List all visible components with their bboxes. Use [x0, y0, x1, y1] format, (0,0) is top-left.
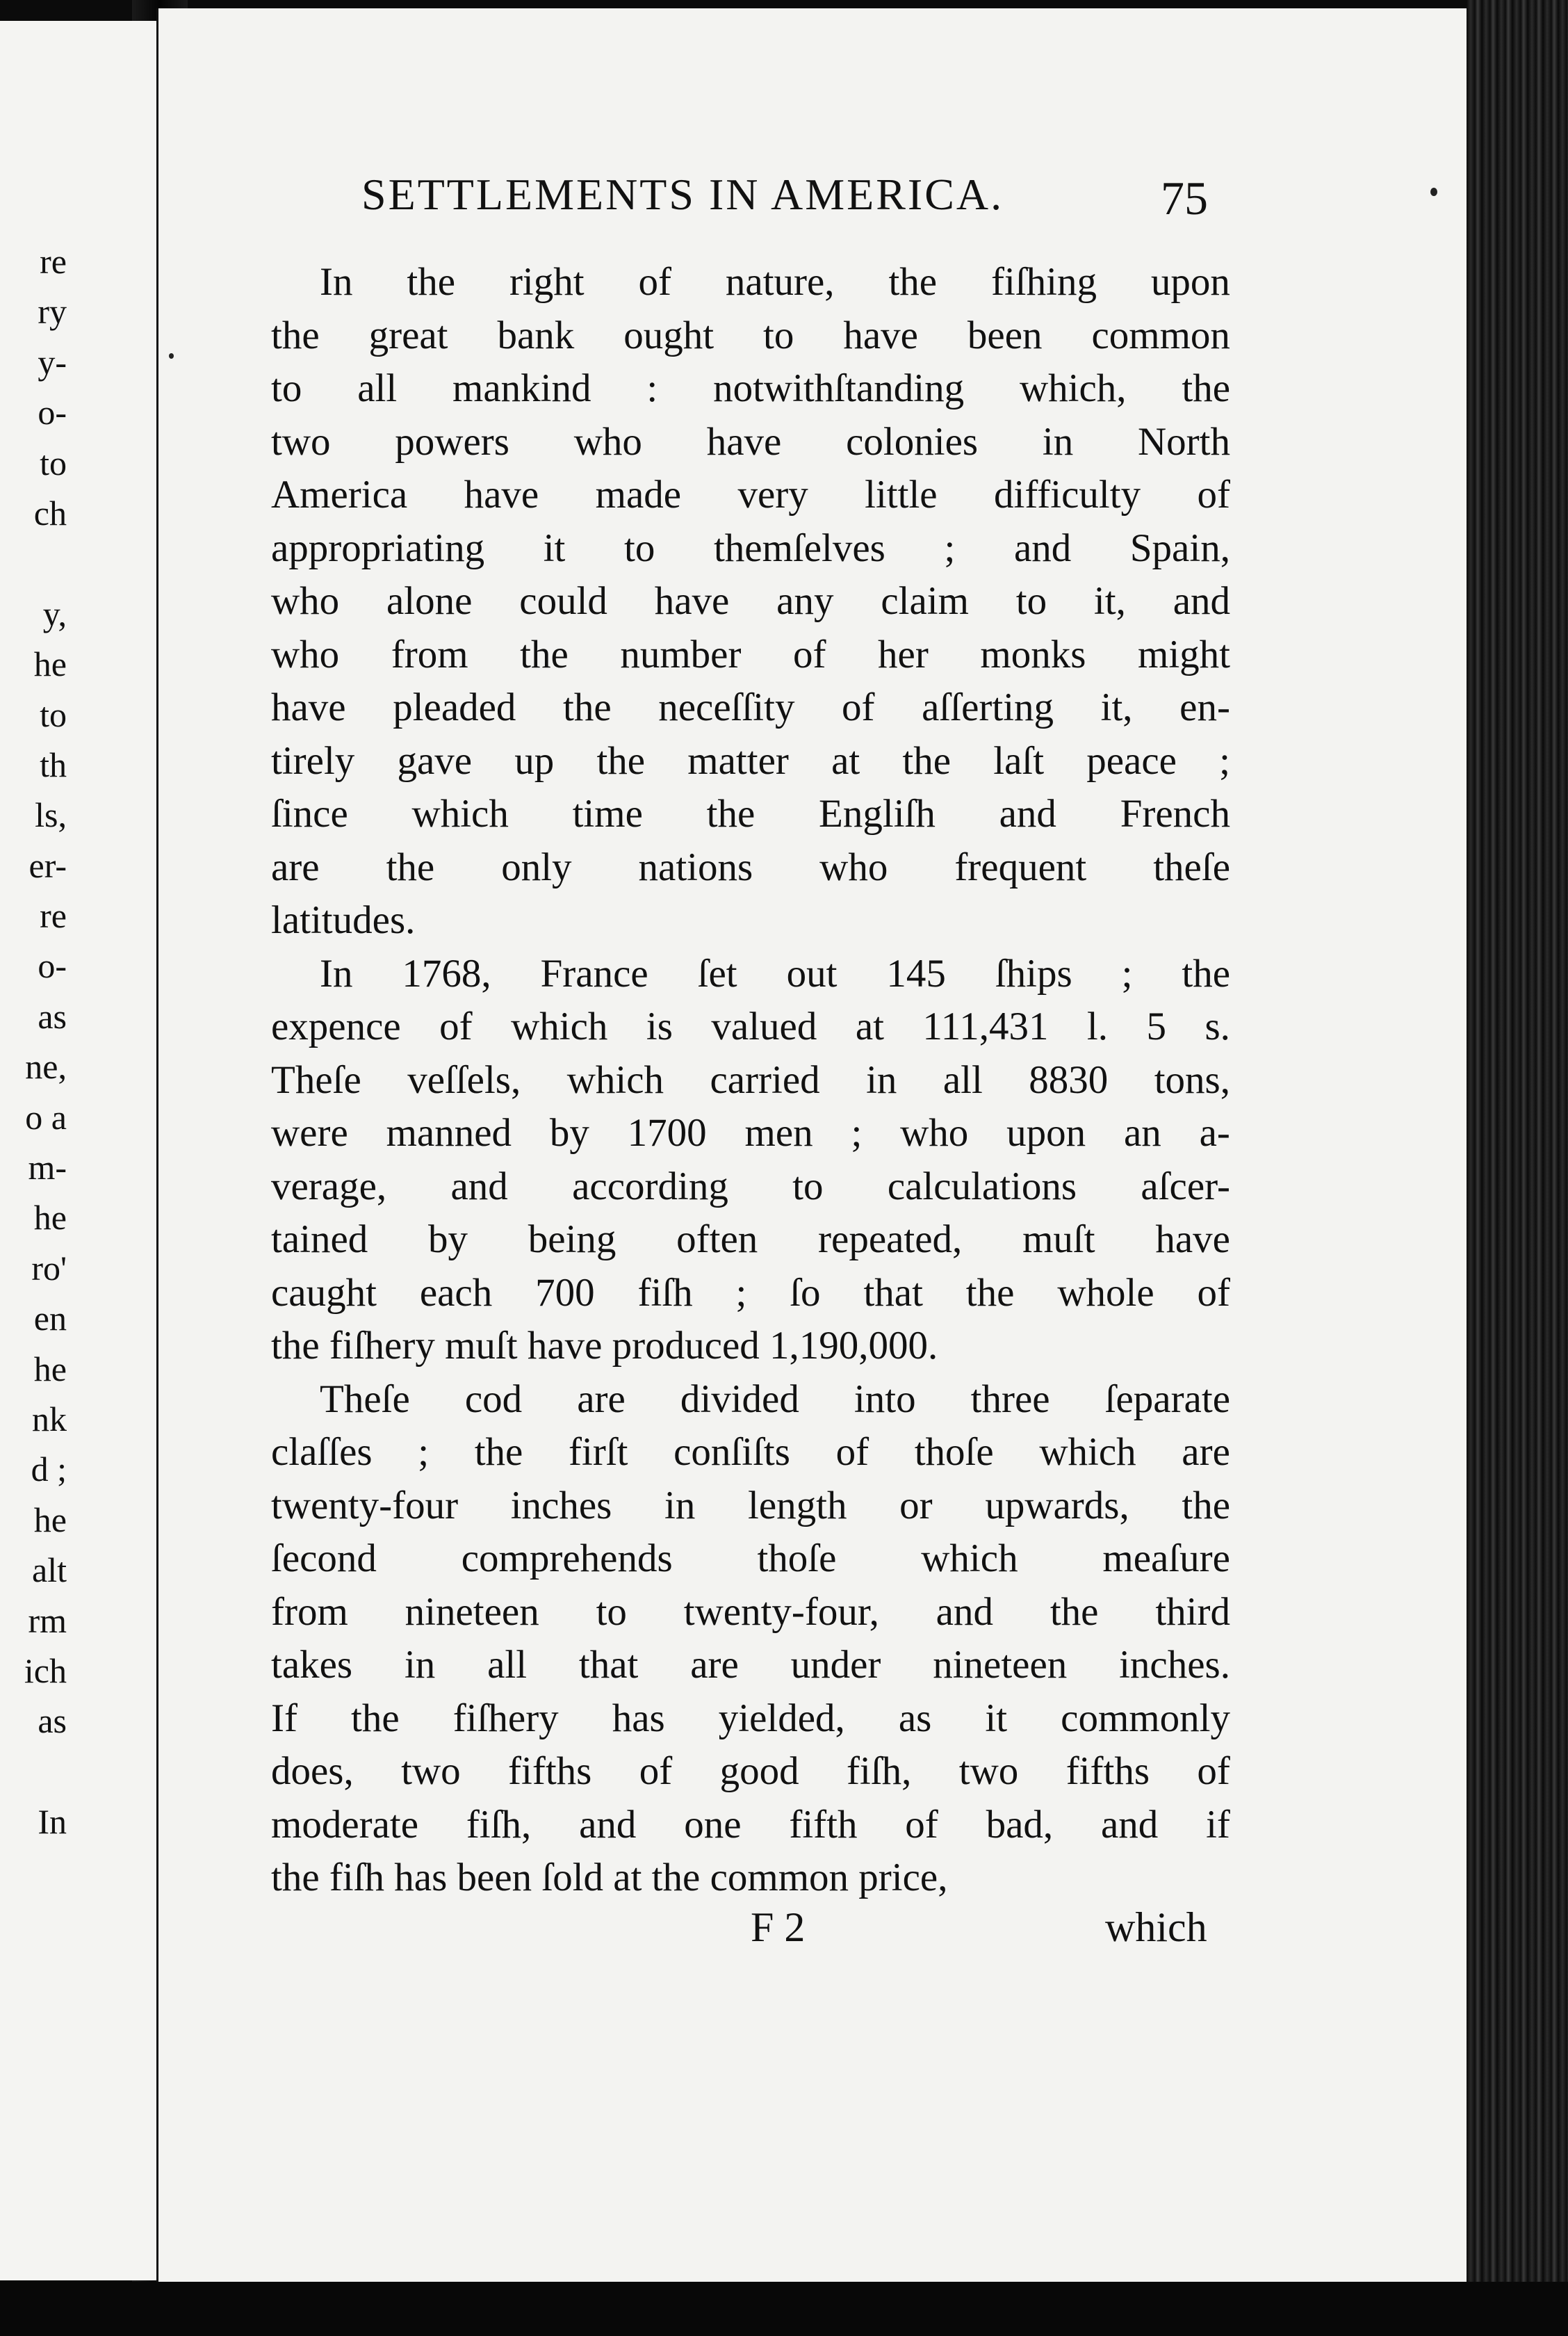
previous-page-line: he [33, 1500, 67, 1539]
previous-page-line: ne, [25, 1047, 67, 1087]
text-line: two powers who have colonies in North [271, 419, 1230, 464]
previous-page-line: er- [28, 845, 67, 885]
previous-page-line: alt [32, 1550, 67, 1590]
signature-mark: F 2 [751, 1904, 806, 1950]
text-line: Theſe cod are divided into three ſeparate [320, 1377, 1230, 1421]
previous-page-line: he [33, 1349, 67, 1388]
ink-speck [169, 353, 174, 359]
text-line: who from the number of her monks might [271, 632, 1230, 676]
previous-page-line: o- [38, 393, 67, 432]
text-line: claſſes ; the firſt conſiſts of thoſe which are [271, 1430, 1230, 1474]
text-line: appropriating it to themſelves ; and Spain, [271, 526, 1230, 570]
text-line: ſecond comprehends thoſe which meaſure [271, 1536, 1230, 1580]
text-line: caught each 700 fiſh ; ſo that the whole of [271, 1270, 1230, 1315]
previous-page-line: to [40, 695, 67, 734]
previous-page-line: o- [38, 946, 67, 986]
text-line: latitudes. [271, 898, 416, 942]
text-line: have pleaded the neceſſity of aſſerting it, en- [271, 686, 1230, 729]
previous-page-line: d ; [31, 1450, 67, 1489]
previous-page-line [0, 1746, 67, 1796]
previous-page-line: nk [32, 1399, 67, 1438]
previous-page-line: he [33, 644, 67, 684]
previous-page-line: y, [42, 594, 67, 633]
text-line: America have made very little difficulty of [271, 473, 1230, 517]
previous-page-line: y- [38, 342, 67, 382]
text-line: tirely gave up the matter at the laſt peace ; [271, 738, 1230, 783]
previous-page-line: as [38, 1701, 67, 1741]
text-line: the fiſh has been ſold at the common price, [271, 1856, 948, 1899]
page-body-text [271, 256, 1230, 1905]
text-line: tained by being often repeated, muſt have [271, 1217, 1230, 1261]
previous-page-line: ro' [31, 1248, 67, 1288]
scan-border-bottom [0, 2282, 1568, 2336]
text-line: does, two fifths of good fiſh, two fifths of [271, 1749, 1230, 1793]
previous-page-line: ch [33, 493, 67, 533]
text-line: verage, and according to calculations aſcer- [271, 1164, 1230, 1208]
ink-speck [1430, 188, 1437, 196]
text-line: from nineteen to twenty-four, and the third [271, 1589, 1230, 1634]
text-line: ſince which time the Engliſh and French [271, 792, 1230, 836]
text-line: In the right of nature, the fiſhing upon [320, 260, 1230, 304]
previous-page-line: to [40, 443, 67, 482]
text-line: to all mankind : notwithſtanding which, the [271, 366, 1230, 410]
catchword: which [1105, 1904, 1207, 1950]
text-line: who alone could have any claim to it, and [271, 579, 1230, 623]
previous-page-line: en [33, 1299, 67, 1338]
previous-page-line: o a [25, 1097, 67, 1137]
text-line: are the only nations who frequent theſe [271, 845, 1230, 889]
previous-page-line: m- [28, 1148, 67, 1187]
previous-page-line: as [38, 996, 67, 1036]
text-line: were manned by 1700 men ; who upon an a- [271, 1111, 1230, 1155]
previous-page-line [0, 538, 67, 588]
text-line: takes in all that are under nineteen inches. [271, 1643, 1230, 1687]
text-line: the great bank ought to have been common [271, 313, 1230, 357]
previous-page-line: ry [38, 292, 67, 332]
previous-page-line: re [40, 896, 67, 936]
previous-page-text-fragments [0, 236, 67, 1847]
previous-page-line: rm [28, 1600, 67, 1640]
running-head: SETTLEMENTS IN AMERICA. [361, 170, 1004, 219]
page-number: 75 [1161, 172, 1208, 225]
text-line: Theſe veſſels, which carried in all 8830 tons, [271, 1057, 1230, 1102]
text-line: expence of which is valued at 111,431 l. 5 s. [271, 1005, 1230, 1048]
page-edges [1467, 0, 1568, 2336]
previous-page-line: he [33, 1198, 67, 1238]
previous-page-line: re [40, 242, 67, 281]
previous-page-line: In [38, 1802, 67, 1842]
previous-page-line: ich [24, 1650, 67, 1690]
text-line: moderate fiſh, and one fifth of bad, and if [271, 1802, 1230, 1847]
text-line: In 1768, France ſet out 145 ſhips ; the [320, 951, 1230, 996]
text-line: twenty-four inches in length or upwards, the [271, 1483, 1230, 1527]
previous-page-line: ls, [35, 795, 67, 835]
previous-page-line: th [40, 745, 67, 784]
text-line: the fiſhery muſt have produced 1,190,000. [271, 1324, 938, 1368]
text-line: If the fiſhery has yielded, as it commonly [271, 1696, 1230, 1740]
